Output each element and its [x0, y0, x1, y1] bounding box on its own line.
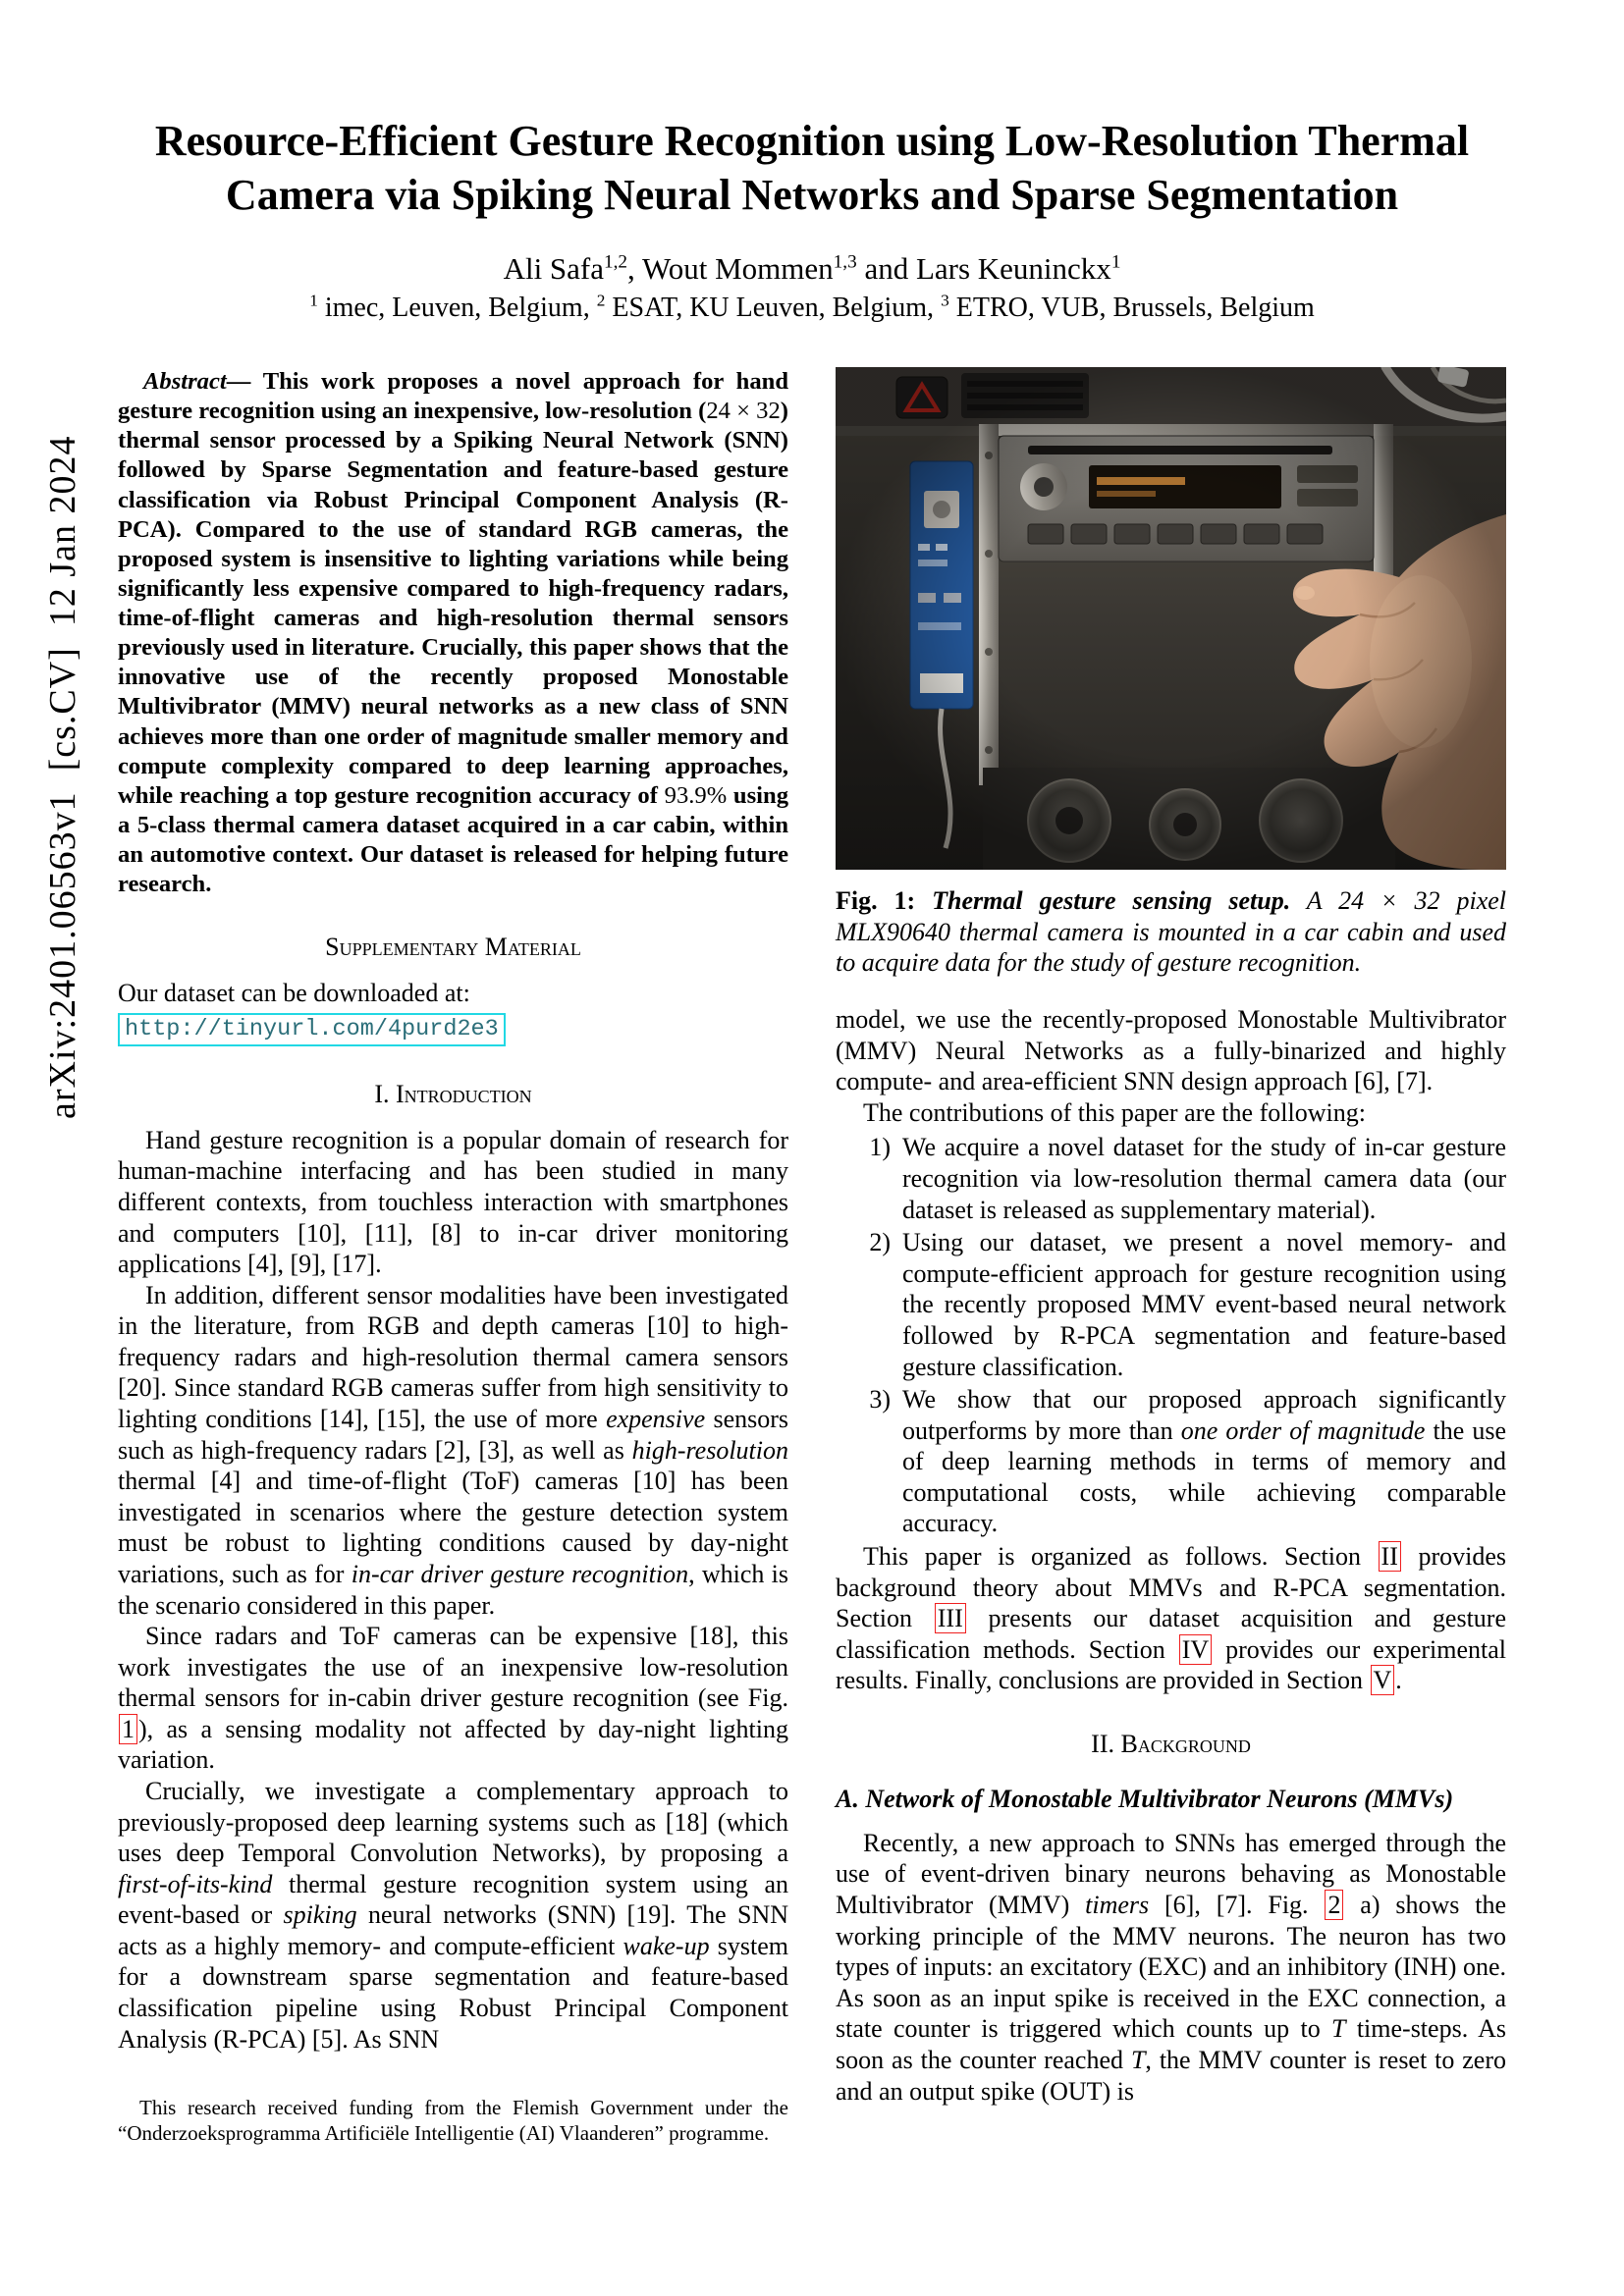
dataset-url-line — [118, 1013, 788, 1046]
contribution-text: We acquire a novel dataset for the study of in-car gesture recognition via low-resolution thermal camera data (our dataset is released as supplementary material). — [902, 1133, 1506, 1224]
contribution-item-2 — [849, 1227, 1506, 1382]
authors-line: Ali Safa$^{1,2}$, Wout Mommen$^{1,3}$ and Lars Keuninckx$^1$ — [503, 251, 1121, 286]
continuation-paragraph: model, we use the recently-proposed Monostable Multivibrator (MMV) Neural Networks as a fully-binarized and highly compute- and area-efficient SNN design approach [6], [7]. — [836, 1005, 1506, 1096]
funding-footnote: This research received funding from the Flemish Government under the “Onderzoeksprogramma Artificiële Intelligentie (AI) Vlaanderen” programme. — [118, 2096, 788, 2145]
contribution-text: Using our dataset, we present a novel memory- and compute-efficient approach for gesture recognition using the recently proposed MMV event-based neural network followed by R-PCA segmentation and feature-based gesture classification. — [902, 1228, 1506, 1381]
cross-ref-link[interactable]: 1 — [119, 1714, 137, 1744]
intro-paragraph-3: Since radars and ToF cameras can be expensive [18], this work investigates the use of an inexpensive low-resolution thermal sensors for in-cabin driver gesture recognition (see Fig. 1 ), as a sensing modality not affected by day-night lighting variation. — [118, 1622, 788, 1775]
organization-paragraph: This paper is organized as follows. Section II provides background theory about MMVs and R-PCA segmentation. Section III presents our dataset acquisition and gesture classification methods. Section IV provides our experimental results. Finally, conclusions are provided in Section V . — [836, 1541, 1506, 1695]
arxiv-watermark: arXiv:2401.06563v1 [cs.CV] 12 Jan 2024 — [42, 435, 83, 1119]
dataset-url-link[interactable]: http://tinyurl.com/4purd2e3 — [118, 1013, 506, 1046]
title-line-2: Camera via Spiking Neural Networks and Sparse Segmentation — [225, 171, 1399, 219]
introduction-heading: I. Introduction — [374, 1079, 532, 1108]
title-line-1: Resource-Efficient Gesture Recognition using Low-Resolution Thermal — [154, 117, 1470, 165]
cross-ref-link[interactable]: II — [1379, 1541, 1401, 1572]
abstract-paragraph: Abstract— This work proposes a novel approach for hand gesture recognition using an inexpensive, low-resolution (24 × 32) thermal sensor processed by a Spiking Neural Network (SNN) followed by Sparse Segmentation and feature-based gesture classification via Robust Principal Component Analysis (R-PCA). Compared to the use of standard RGB cameras, the proposed system is insensitive to lighting variations while being significantly less expensive compared to high-frequency radars, time-of-flight cameras and high-resolution thermal sensors previously used in literature. Crucially, this paper shows that the innovative use of the recently proposed Monostable Multivibrator (MMV) neural networks as a new class of SNN achieves more than one order of magnitude smaller memory and compute complexity compared to deep learning approaches, while reaching a top gesture recognition accuracy of 93.9% using a 5-class thermal camera dataset acquired in a car cabin, within an automotive context. Our dataset is released for helping future research. — [118, 368, 788, 898]
figure-1-caption: Fig. 1: Thermal gesture sensing setup. A 24 × 32 pixel MLX90640 thermal camera is mounted in a car cabin and used to acquire data for the study of gesture recognition. — [836, 886, 1507, 978]
contribution-item-1 — [849, 1132, 1506, 1225]
contribution-number: 3) — [869, 1385, 891, 1415]
figure-1-photo — [836, 367, 1506, 870]
intro-paragraph-1: Hand gesture recognition is a popular domain of research for human-machine interfacing and has been studied in many different contexts, from touchless interaction with smartphones and computers [10], [11], [8] to in-car driver monitoring applications [4], [9], [17]. — [118, 1125, 788, 1279]
paper-header — [0, 0, 1624, 324]
subsection-a-heading: A. Network of Monostable Multivibrator Neurons (MMVs) — [836, 1784, 1454, 1813]
background-paragraph-1: Recently, a new approach to SNNs has emerged through the use of event-driven binary neurons behaving as Monostable Multivibrator (MMV) timers [6], [7]. Fig. 2 a) shows the working principle of the MMV neurons. The neuron has two types of inputs: an excitatory (EXC) and an inhibitory (INH) one. As soon as an input spike is received in the EXC connection, a state counter is triggered which counts up to T time-steps. As soon as the counter reached T, the MMV counter is reset to zero and an output spike (OUT) is — [836, 1828, 1507, 2106]
right-column — [836, 367, 1506, 2107]
figure-1 — [836, 367, 1506, 979]
contributions-intro: The contributions of this paper are the following: — [863, 1097, 1366, 1127]
dataset-download-text: Our dataset can be downloaded at: — [118, 979, 470, 1008]
contribution-item-3 — [849, 1384, 1506, 1539]
contribution-text: We show that our proposed approach significantly outperforms by more than one order of magnitude the use of deep learning methods in terms of memory and computational costs, while achieving comparable accuracy. — [902, 1385, 1507, 1538]
background-heading: II. Background — [1091, 1729, 1251, 1758]
contributions-list — [836, 1132, 1506, 1539]
cross-ref-link[interactable]: IV — [1179, 1634, 1212, 1665]
intro-paragraph-4: Crucially, we investigate a complementary approach to previously-proposed deep learning systems such as [18] (which uses deep Temporal Convolution Networks), by proposing a first-of-its-kind thermal gesture recognition system using an event-based or spiking neural networks (SNN) [19]. The SNN acts as a highly memory- and compute-efficient wake-up system for a downstream sparse segmentation and feature-based classification pipeline using Robust Principal Component Analysis (R-PCA) [5]. As SNN — [118, 1776, 789, 2054]
cross-ref-link[interactable]: V — [1371, 1665, 1395, 1695]
contribution-number: 2) — [869, 1228, 891, 1257]
cross-ref-link[interactable]: 2 — [1325, 1890, 1343, 1920]
intro-paragraph-2: In addition, different sensor modalities have been investigated in the literature, from RGB and depth cameras [10] to high-frequency radars and high-resolution thermal camera sensors [20]. Since standard RGB cameras suffer from high sensitivity to lighting conditions [14], [15], the use of more expensive sensors such as high-frequency radars [2], [3], as well as high-resolution thermal [4] and time-of-flight (ToF) cameras [10] has been investigated in scenarios where the gesture detection system must be robust to lighting conditions caused by day-night variations, such as for in-car driver gesture recognition, which is the scenario considered in this paper. — [118, 1280, 788, 1620]
affiliations-line: $^1$ imec, Leuven, Belgium, $^2$ ESAT, KU Leuven, Belgium, $^3$ ETRO, VUB, Brussels, Belgium — [309, 291, 1315, 323]
cross-ref-link[interactable]: III — [935, 1603, 966, 1633]
left-column — [118, 367, 788, 2146]
contribution-number: 1) — [869, 1133, 891, 1162]
paper-title — [125, 114, 1499, 222]
two-column-body — [0, 367, 1624, 2146]
supplementary-heading: Supplementary Material — [325, 933, 581, 962]
